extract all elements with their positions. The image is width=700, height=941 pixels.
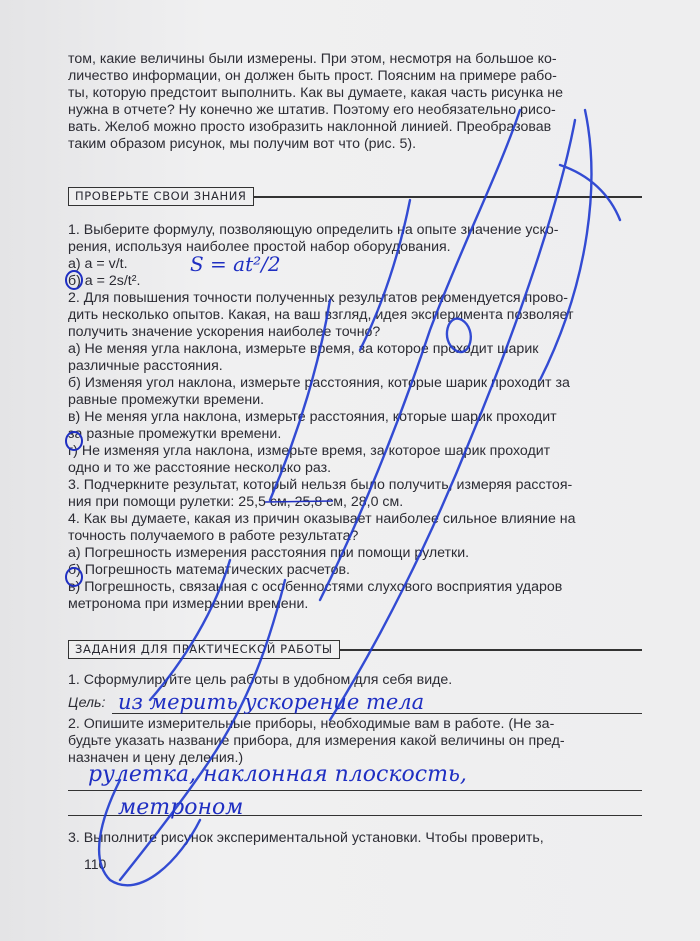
quiz-line: 3. Подчеркните результат, который нельзя было получить, измеряя расстоя- (68, 477, 573, 493)
circled-answer-b (66, 271, 82, 289)
quiz-line: б) a = 2s/t². (68, 273, 141, 289)
quiz-line: получить значение ускорения наиболее точно? (68, 324, 381, 340)
scribble-strokes (99, 110, 620, 885)
handwritten-formula: S = at²/2 (190, 252, 281, 276)
intro-line: ты, которую предстоит выполнить. Как вы думаете, какая часть рисунка не (68, 85, 564, 101)
quiz-line: за разные промежутки времени. (68, 426, 282, 442)
task-line: будьте указать название прибора, для измерения какой величины он пред- (68, 733, 565, 749)
circled-answer-g (66, 432, 82, 450)
quiz-line: г) Не изменяя угла наклона, измерьте время, за которое шарик проходит (68, 443, 551, 459)
handwritten-goal: из мерить ускорение тела (118, 690, 425, 714)
intro-line: вать. Желоб можно просто изобразить наклонной линией. Преобразовав (68, 119, 552, 135)
quiz-line: 4. Как вы думаете, какая из причин оказывает наиболее сильное влияние на (68, 511, 576, 527)
quiz-line: ния при помощи рулетки: 25,5 см, 25,8 см, 28,0 см. (68, 494, 404, 510)
answer-circles (66, 271, 82, 586)
handwritten-devices-2: метроном (118, 795, 244, 820)
quiz-line: точность получаемого в работе результата? (68, 528, 359, 544)
handwritten-devices: рулетка, наклонная плоскость, (88, 762, 467, 787)
intro-line: нужна в отчете? Ну конечно же штатив. Поэтому его необязательно рисо- (68, 102, 556, 118)
quiz-line: б) Изменяя угол наклона, измерьте расстояния, которые шарик проходит за (68, 375, 570, 391)
quiz-line: а) Погрешность измерения расстояния при помощи рулетки. (68, 545, 470, 561)
intro-line: таким образом рисунок, мы получим вот что (рис. 5). (68, 136, 417, 152)
intro-line: личество информации, он должен быть прост. Поясним на примере рабо- (68, 68, 557, 84)
quiz-line: 1. Выберите формулу, позволяющую определить на опыте значение уско- (68, 222, 559, 238)
section-heading-knowledge: ПРОВЕРЬТЕ СВОИ ЗНАНИЯ (68, 187, 254, 206)
task-line: назначен и цену деления.) (68, 750, 244, 766)
circled-answer-v (66, 568, 82, 586)
underline-result (265, 501, 333, 502)
quiz-line: равные промежутки времени. (68, 392, 265, 408)
quiz-line: различные расстояния. (68, 358, 223, 374)
quiz-line: метронома при измерении времени. (68, 596, 309, 612)
quiz-line: в) Погрешность, связанная с особенностями слухового восприятия ударов (68, 579, 563, 595)
task-line: 2. Опишите измерительные приборы, необходимые вам в работе. (Не за- (68, 716, 555, 732)
section-heading-practical: ЗАДАНИЯ ДЛЯ ПРАКТИЧЕСКОЙ РАБОТЫ (68, 640, 340, 659)
quiz-line: 2. Для повышения точности полученных результатов рекомендуется прово- (68, 290, 569, 306)
quiz-line: одно и то же расстояние несколько раз. (68, 460, 332, 476)
goal-label: Цель: (68, 695, 106, 711)
quiz-line: а) a = v/t. (68, 256, 128, 272)
quiz-line: б) Погрешность математических расчетов. (68, 562, 350, 578)
page-number: 110 (84, 856, 107, 872)
task-line: 1. Сформулируйте цель работы в удобном для себя виде. (68, 672, 453, 688)
quiz-line: в) Не меняя угла наклона, измерьте расстояния, которые шарик проходит (68, 409, 557, 425)
quiz-line: дить несколько опытов. Какая, на ваш взгляд, идея эксперимента позволяет (68, 307, 574, 323)
intro-line: том, какие величины были измерены. При этом, несмотря на большое ко- (68, 51, 557, 67)
quiz-line: а) Не меняя угла наклона, измерьте время, за которое проходит шарик (68, 341, 539, 357)
quiz-line: рения, используя наиболее простой набор оборудования. (68, 239, 451, 255)
task-line: 3. Выполните рисунок экспериментальной установки. Чтобы проверить, (68, 830, 544, 846)
